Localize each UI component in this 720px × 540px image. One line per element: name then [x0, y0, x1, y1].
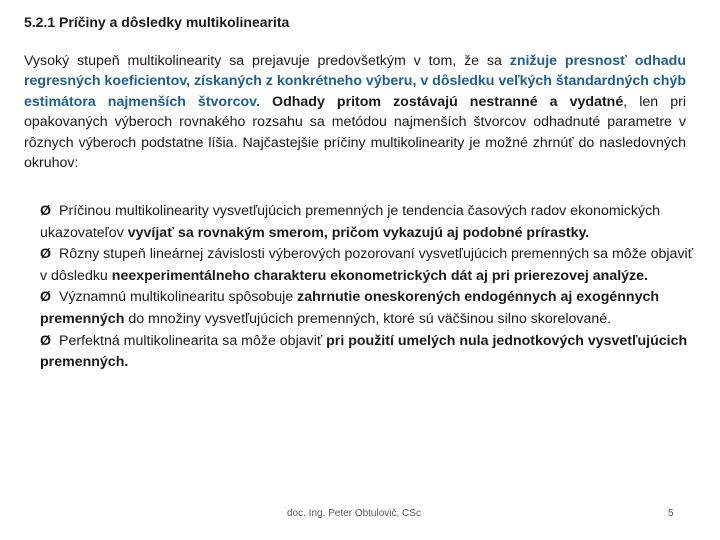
bullet-bold: zahrnutie oneskorených endogénnych aj exogénnych premenných [40, 289, 660, 327]
arrow-bullet-icon: Ø [40, 203, 52, 219]
footer-author: doc. Ing. Peter Obtulovič, CSc [287, 508, 421, 519]
intro-text-2 [260, 94, 272, 110]
bullet-item-4 [40, 331, 700, 374]
intro-text-1: Vysoký stupeň multikolinearity sa prejavuje predovšetkým v tom, že sa [24, 53, 510, 69]
bullet-text: Perfektná multikolinearita sa môže objaviť [59, 332, 327, 349]
bullet-list [40, 201, 700, 374]
intro-text-3: , len pri opakovaných výberoch rovnakého rozsahu sa metódou najmenších štvorcov odhadnuté parametre v rôznych výberoch podstatne líšia. Najčastejšie príčiny multikolinearity je možné zhrnúť do nasledovných okruhov: [24, 93, 686, 172]
intro-bold: Odhady pritom zostávajú nestranné a vydatné [272, 93, 624, 110]
arrow-bullet-icon: Ø [40, 246, 52, 263]
intro-highlight: znižuje presnosť odhadu regresných koeficientov, získaných z konkrétneho výberu, v dôsledku veľkých štandardných chýb estimátora najmenších štvorcov. [24, 53, 686, 110]
intro-paragraph [24, 51, 686, 173]
bullet-bold: neexperimentálneho charakteru ekonometrických dát aj pri prierezovej analýze. [111, 267, 648, 284]
bullet-item-1 [40, 201, 700, 244]
bullet-text-end: do množiny vysvetľujúcich premenných, ktoré sú väčšinou silno skorelované. [124, 310, 612, 327]
bullet-item-2 [40, 244, 700, 287]
arrow-bullet-icon: Ø [40, 332, 52, 349]
page-number: 5 [668, 508, 674, 519]
arrow-bullet-icon: Ø [40, 289, 52, 306]
bullet-text: Významnú multikolinearitu spôsobuje [59, 289, 298, 306]
bullet-item-3 [40, 287, 700, 330]
bullet-bold: vyvíjať sa rovnakým smerom, pričom vykazujú aj podobné prírastky. [127, 224, 590, 241]
slide-title: 5.2.1 Príčiny a dôsledky multikolinearita [24, 14, 290, 30]
bullet-bold: pri použití umelých nula jednotkových vysvetľujúcich premenných. [40, 332, 688, 371]
bullet-text: Príčinou multikolinearity vysvetľujúcich premenných je tendencia časových radov ekonomických ukazovateľov [40, 203, 661, 241]
bullet-text: Rôzny stupeň lineárnej závislosti výberových pozorovaní vysvetľujúcich premenných sa môže objaviť v dôsledku [40, 246, 694, 284]
